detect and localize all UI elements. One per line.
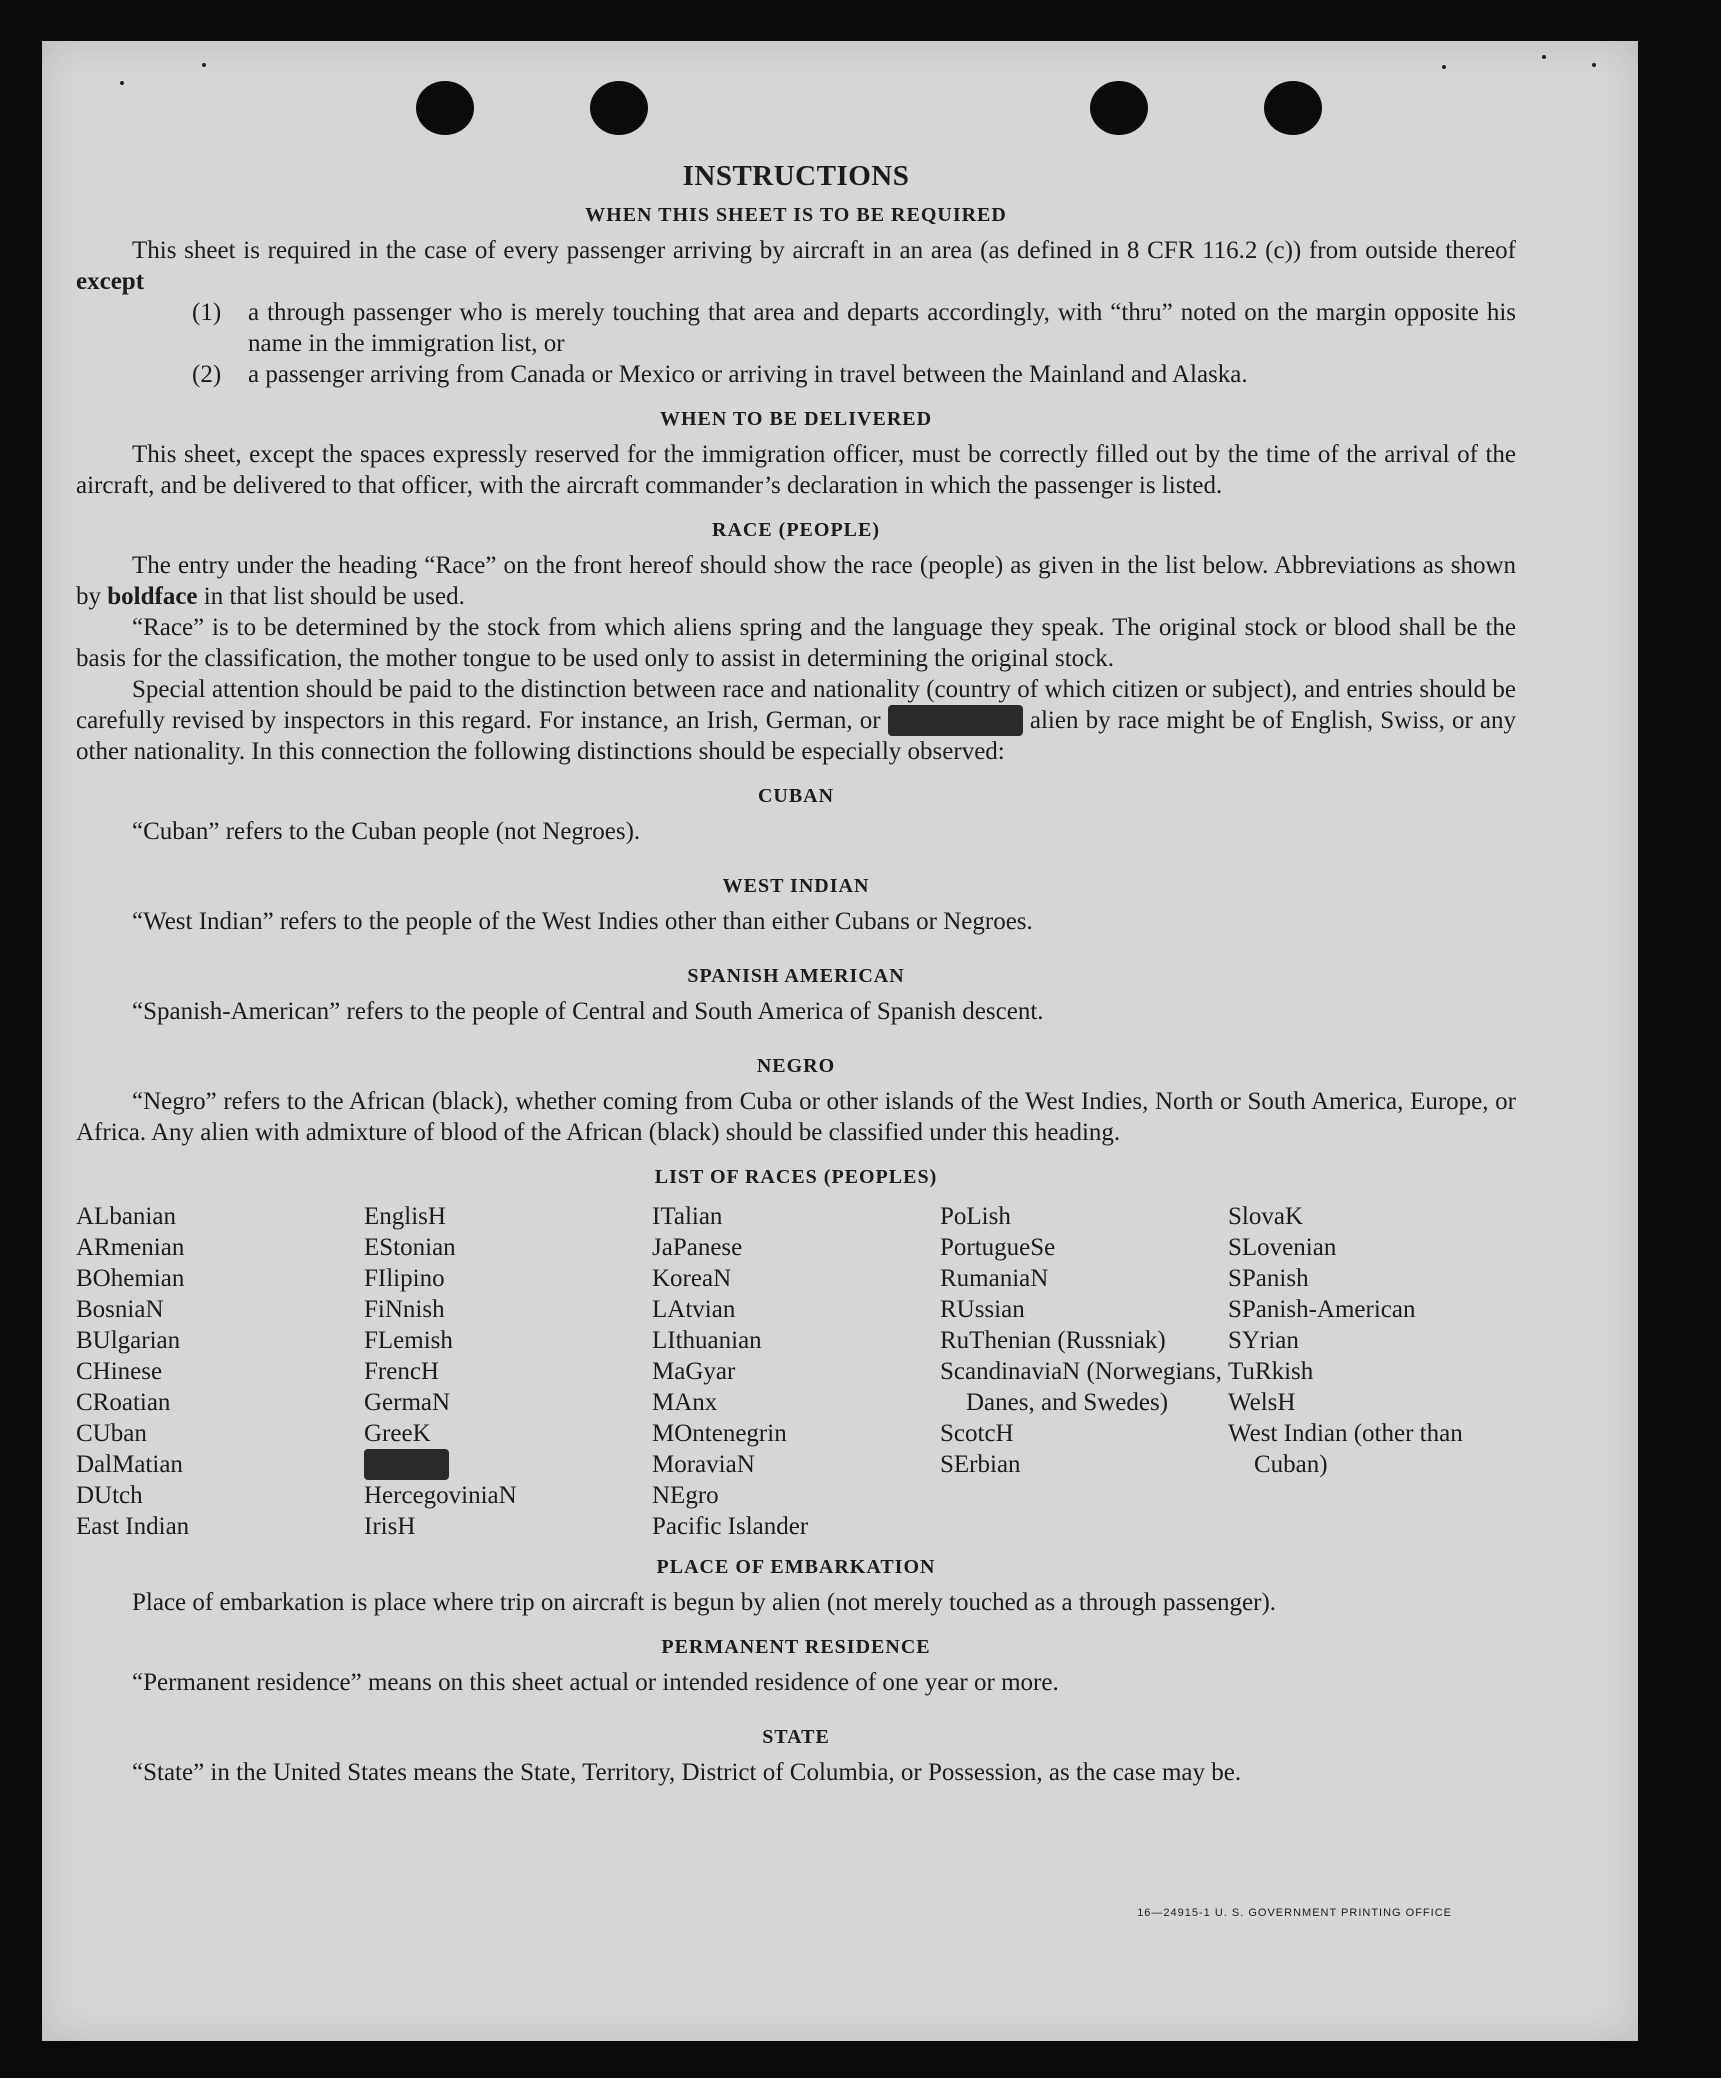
section-heading-state: STATE [762, 1726, 830, 1748]
race-item: PortugueSe [940, 1234, 1056, 1261]
race-item: MaGyar [652, 1358, 736, 1385]
race-item: BUlgarian [76, 1327, 181, 1354]
race-item: NEgro [652, 1482, 719, 1509]
race-item: GermaN [364, 1389, 451, 1416]
section-heading-negro: NEGRO [756, 1055, 836, 1077]
race-item: Pacific Islander [652, 1513, 809, 1540]
cuban-text: “Cuban” refers to the Cuban people (not Negroes). [132, 818, 641, 845]
race-item: KoreaN [652, 1265, 732, 1292]
race-item: PoLish [940, 1203, 1011, 1230]
race-item: SErbian [940, 1451, 1021, 1478]
negro-text: “Negro” refers to the African (black), whether coming from Cuba or other islands of the West Indies, North or South America, Europe, or Africa. Any alien with admixture of blood of the African (black) should be classified under this heading. [76, 1088, 1516, 1146]
race-item: FiNnish [364, 1296, 445, 1323]
race-item: CRoatian [76, 1389, 171, 1416]
exception-item-1: (1) a through passenger who is merely touching that area and departs accordingly, with “thru” noted on the margin opposite his name in the immigration list, or [192, 299, 1516, 357]
race-item-redacted [364, 1449, 652, 1480]
race-column-2 [364, 1201, 652, 1542]
race-item: RUssian [940, 1296, 1025, 1323]
race-item: ITalian [652, 1203, 723, 1230]
race-item: ARmenian [76, 1234, 185, 1261]
race-item: SYrian [1228, 1327, 1299, 1354]
race-item: ScandinaviaN (Norwegians, Danes, and Swedes) [940, 1358, 1222, 1416]
race-item: TuRkish [1228, 1358, 1314, 1385]
race-item: SlovaK [1228, 1203, 1303, 1230]
race-item: DUtch [76, 1482, 143, 1509]
section-heading-when-delivered: WHEN TO BE DELIVERED [659, 408, 933, 430]
section-heading-race: RACE (PEOPLE) [712, 519, 880, 541]
race-item: CUban [76, 1420, 147, 1447]
speck [1592, 63, 1596, 67]
speck [1442, 65, 1446, 69]
speck [1542, 55, 1546, 59]
race-item: RuThenian (Russniak) [940, 1327, 1166, 1354]
race-paragraph-2: “Race” is to be determined by the stock from which aliens spring and the language they speak. The original stock or blood shall be the basis for the classification, the mother tongue to be used only to assist in determining the original stock. [76, 614, 1516, 672]
race-item: SPanish-American [1228, 1296, 1416, 1323]
exception-item-2: (2) a passenger arriving from Canada or Mexico or arriving in travel between the Mainland and Alaska. [192, 361, 1248, 388]
race-item: FLemish [364, 1327, 453, 1354]
when-delivered-text: This sheet, except the spaces expressly reserved for the immigration officer, must be correctly filled out by the time of the arrival of the aircraft, and be delivered to that officer, with the aircraft commander’s declaration in which the passenger is listed. [76, 441, 1516, 499]
race-item: MoraviaN [652, 1451, 755, 1478]
race-item: FIlipino [364, 1265, 445, 1292]
race-item: MOntenegrin [652, 1420, 787, 1447]
section-heading-when-required: WHEN THIS SHEET IS TO BE REQUIRED [585, 204, 1007, 226]
residence-text: “Permanent residence” means on this sheet actual or intended residence of one year or more. [132, 1669, 1059, 1696]
race-item: ScotcH [940, 1420, 1014, 1447]
punch-hole [1090, 81, 1148, 135]
race-item: West Indian (other than Cuban) [1228, 1420, 1463, 1478]
speck [202, 63, 206, 67]
west-indian-text: “West Indian” refers to the people of the West Indies other than either Cubans or Negroes. [132, 908, 1033, 935]
race-item: CHinese [76, 1358, 163, 1385]
race-item: BosniaN [76, 1296, 164, 1323]
race-list [76, 1201, 1516, 1542]
instructions-body [76, 161, 1516, 1788]
page-title: INSTRUCTIONS [682, 160, 910, 192]
race-column-4 [940, 1201, 1228, 1542]
punch-hole [416, 81, 474, 135]
state-text: “State” in the United States means the State, Territory, District of Columbia, or Possession, as the case may be. [132, 1759, 1242, 1786]
when-required-intro: This sheet is required in the case of every passenger arriving by aircraft in an area (as defined in 8 CFR 116.2 (c)) from outside thereof except [76, 237, 1516, 295]
race-item: RumaniaN [940, 1265, 1049, 1292]
race-item: LIthuanian [652, 1327, 762, 1354]
section-heading-embarkation: PLACE OF EMBARKATION [656, 1556, 936, 1578]
race-column-5 [1228, 1201, 1516, 1542]
race-item: EnglisH [364, 1203, 446, 1230]
race-item: SPanish [1228, 1265, 1309, 1292]
race-item: GreeK [364, 1420, 431, 1447]
race-column-3 [652, 1201, 940, 1542]
race-item: SLovenian [1228, 1234, 1337, 1261]
race-item: ALbanian [76, 1203, 176, 1230]
race-paragraph-1: The entry under the heading “Race” on the front hereof should show the race (people) as given in the list below. Abbreviations as shown by boldface in that list should be used. [76, 552, 1516, 610]
race-item: LAtvian [652, 1296, 736, 1323]
section-heading-west-indian: WEST INDIAN [722, 875, 870, 897]
race-item: BOhemian [76, 1265, 185, 1292]
race-item: DalMatian [76, 1451, 183, 1478]
printer-imprint: 16—24915-1 U. S. GOVERNMENT PRINTING OFFICE [1137, 1907, 1452, 1919]
speck [120, 81, 124, 85]
document-page [42, 41, 1638, 2041]
section-heading-cuban: CUBAN [757, 785, 835, 807]
race-column-1 [76, 1201, 364, 1542]
race-item: EStonian [364, 1234, 456, 1261]
race-item: MAnx [652, 1389, 718, 1416]
section-heading-residence: PERMANENT RESIDENCE [661, 1636, 931, 1658]
race-item: East Indian [76, 1513, 190, 1540]
section-heading-list-of-races: LIST OF RACES (PEOPLES) [654, 1166, 938, 1188]
race-item: JaPanese [652, 1234, 743, 1261]
section-heading-spanish-american: SPANISH AMERICAN [687, 965, 905, 987]
punch-hole [1264, 81, 1322, 135]
race-item: IrisH [364, 1513, 416, 1540]
race-item: WelsH [1228, 1389, 1296, 1416]
redacted-word [888, 705, 1023, 736]
race-paragraph-3: Special attention should be paid to the distinction between race and nationality (country of which citizen or subject), and entries should be carefully revised by inspectors in this regard. For instance, an Irish, German, or alien by race might be of English, Swiss, or any other nationality. In this connection the following distinctions should be especially observed: [76, 676, 1516, 765]
race-item: FrencH [364, 1358, 439, 1385]
punch-hole [590, 81, 648, 135]
race-item: HercegoviniaN [364, 1482, 517, 1509]
embarkation-text: Place of embarkation is place where trip on aircraft is begun by alien (not merely touched as a through passenger). [132, 1589, 1277, 1616]
spanish-american-text: “Spanish-American” refers to the people of Central and South America of Spanish descent. [132, 998, 1044, 1025]
